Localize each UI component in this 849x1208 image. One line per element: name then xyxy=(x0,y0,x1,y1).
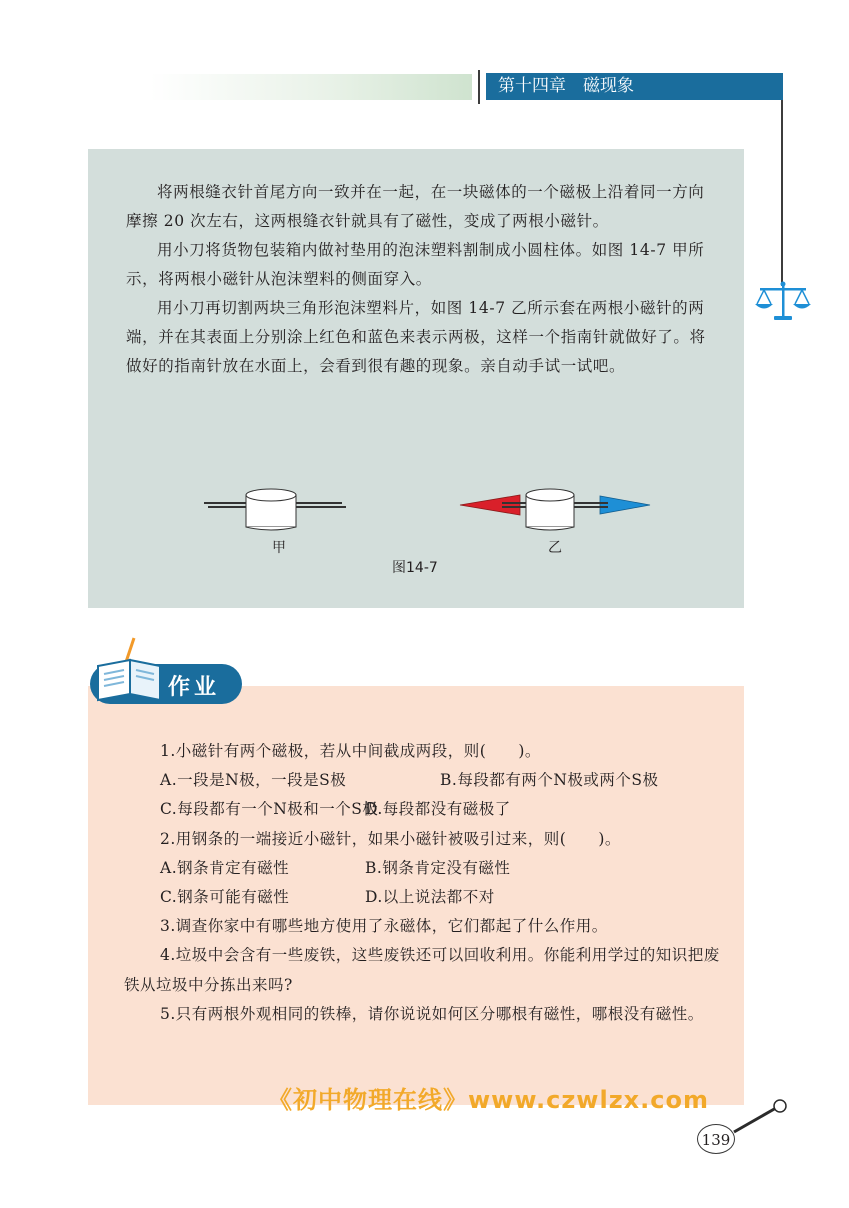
figure-label-jia: 甲 xyxy=(272,540,286,556)
watermark: 《初中物理在线》www.czwlzx.com xyxy=(268,1086,709,1114)
q1-option-b: B.每段都有两个N极或两个S极 xyxy=(440,771,659,790)
activity-text xyxy=(126,178,711,381)
homework-title: 作业 xyxy=(168,675,221,700)
question-5: 5.只有两根外观相同的铁棒，请你说说如何区分哪根有磁性，哪根没有磁性。 xyxy=(160,1004,704,1023)
margin-line xyxy=(781,100,783,286)
question-4: 4.垃圾中会含有一些废铁，这些废铁还可以回收利用。你能利用学过的知识把废铁从垃圾中分拣出来吗? xyxy=(124,946,720,994)
q2-option-b: B.钢条肯定没有磁性 xyxy=(365,858,511,877)
question-2: 2.用钢条的一端接近小磁针，如果小磁针被吸引过来，则( )。 xyxy=(160,829,621,848)
q1-option-a: A.一段是N极，一段是S极 xyxy=(160,771,347,790)
activity-paragraph-3: 用小刀再切割两块三角形泡沫塑料片，如图 14-7 乙所示套在两根小磁针的两端，并在其表面上分别涂上红色和蓝色来表示两极，这样一个指南针就做好了。将做好的指南针放在水面上，会看到很有趣的现象。亲自动手试一试吧。 xyxy=(126,299,706,375)
activity-box xyxy=(88,149,744,608)
figure-jia-compass xyxy=(200,481,350,533)
figure-caption: 图14-7 xyxy=(392,560,438,576)
activity-paragraph-1: 将两根缝衣针首尾方向一致并在一起，在一块磁体的一个磁极上沿着同一方向摩擦 20 次左右，这两根缝衣针就具有了磁性，变成了两根小磁针。 xyxy=(126,183,705,230)
figure-14-7 xyxy=(88,469,744,589)
figure-label-yi: 乙 xyxy=(548,540,562,556)
header-gradient xyxy=(150,74,472,100)
q2-option-a: A.钢条肯定有磁性 xyxy=(160,858,290,877)
page-number: 139 xyxy=(697,1124,735,1154)
question-1: 1.小磁针有两个磁极，若从中间截成两段，则( )。 xyxy=(160,742,541,760)
q2-option-d: D.以上说法都不对 xyxy=(365,888,495,907)
q1-option-d: D.每段都没有磁极了 xyxy=(365,800,511,819)
figure-yi-compass xyxy=(458,481,658,533)
book-pencil-icon xyxy=(92,636,170,702)
question-1-options-cd xyxy=(160,795,730,824)
homework-text xyxy=(124,737,730,1029)
question-3: 3.调查你家中有哪些地方使用了永磁体，它们都起了什么作用。 xyxy=(160,917,608,936)
question-2-options-ab xyxy=(160,854,730,883)
q1-option-c: C.每段都有一个N极和一个S极 xyxy=(160,800,379,819)
activity-paragraph-2: 用小刀将货物包装箱内做衬垫用的泡沫塑料割制成小圆柱体。如图 14-7 甲所示，将两根小磁针从泡沫塑料的侧面穿入。 xyxy=(126,241,705,288)
header-separator xyxy=(478,70,480,104)
question-1-options-ab xyxy=(160,766,730,795)
q2-option-c: C.钢条可能有磁性 xyxy=(160,888,290,907)
balance-scale-icon xyxy=(754,280,812,322)
magnifier-icon xyxy=(730,1098,790,1138)
chapter-title: 第十四章 磁现象 xyxy=(486,73,783,100)
question-2-options-cd xyxy=(160,883,730,912)
homework-box xyxy=(88,686,744,1105)
